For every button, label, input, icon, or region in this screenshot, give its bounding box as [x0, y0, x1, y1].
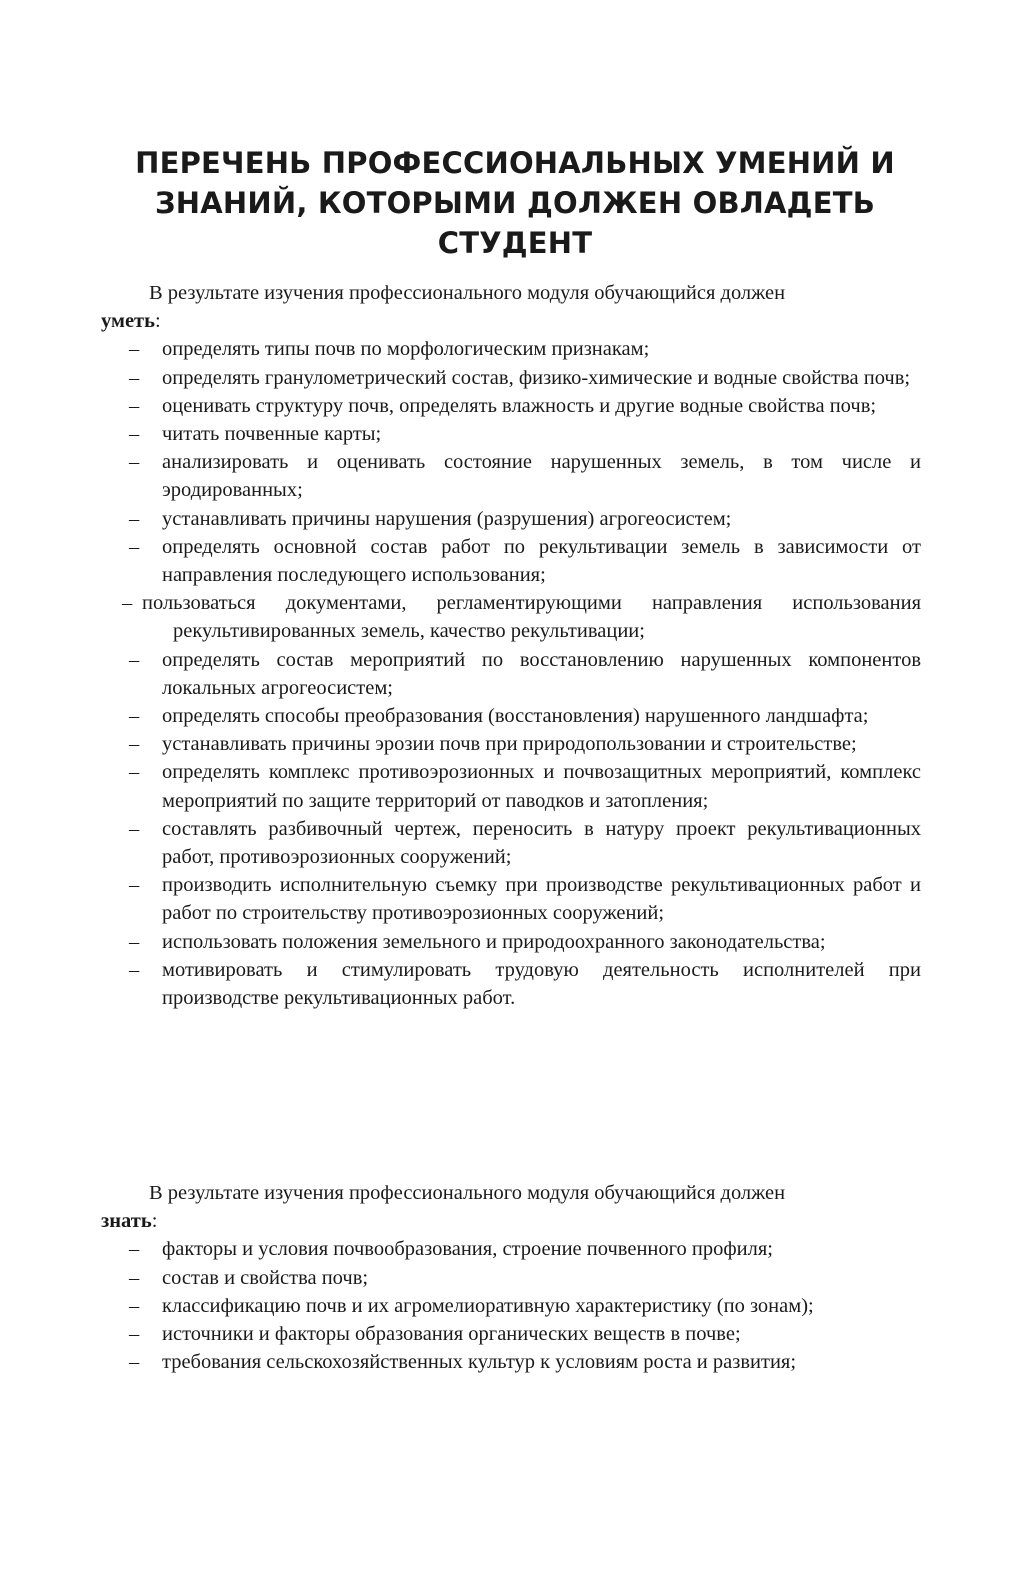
list-item	[101, 646, 921, 702]
page-title-line-3: СТУДЕНТ	[437, 226, 593, 260]
list-item-text: факторы и условия почвообразования, строение почвенного профиля;	[162, 1238, 773, 1261]
dash-marker: –	[129, 1238, 140, 1261]
dash-marker: –	[129, 761, 140, 784]
list-item-text: источники и факторы образования органических веществ в почве;	[162, 1323, 741, 1346]
list-item-text: пользоваться документами, регламентирующими направления использования рекультивированных земель, качество рекультивации;	[142, 592, 921, 643]
dash-marker: –	[129, 507, 140, 530]
list-item-text: использовать положения земельного и природоохранного законодательства;	[162, 930, 826, 953]
dash-marker: –	[129, 366, 140, 389]
list-item	[101, 392, 921, 420]
page-title	[100, 143, 930, 263]
dash-marker: –	[129, 733, 140, 756]
knowledge-intro-text: В результате изучения профессионального модуля обучающийся должен	[149, 1182, 786, 1204]
list-item-text: устанавливать причины нарушения (разрушения) агрогеосистем;	[162, 507, 732, 530]
list-item-text: устанавливать причины эрозии почв при природопользовании и строительстве;	[162, 733, 857, 756]
list-item-text: определять гранулометрический состав, физико-химические и водные свойства почв;	[162, 366, 911, 389]
list-item-text: классификацию почв и их агромелиоративную характеристику (по зонам);	[162, 1294, 814, 1317]
list-item	[101, 364, 921, 392]
dash-marker: –	[129, 1323, 140, 1346]
page-title-line-2: ЗНАНИЙ, КОТОРЫМИ ДОЛЖЕН ОВЛАДЕТЬ	[154, 186, 875, 220]
list-item	[101, 1292, 921, 1320]
list-item	[101, 1320, 921, 1348]
page-title-line-1: ПЕРЕЧЕНЬ ПРОФЕССИОНАЛЬНЫХ УМЕНИЙ И	[135, 146, 895, 180]
skills-keyword: уметь	[101, 310, 155, 333]
skills-list	[101, 335, 921, 1012]
dash-marker: –	[129, 648, 140, 671]
list-item	[101, 928, 921, 956]
knowledge-section	[101, 1179, 921, 1376]
dash-marker: –	[129, 874, 140, 897]
list-item	[101, 702, 921, 730]
dash-marker: –	[129, 1266, 140, 1289]
dash-marker: –	[122, 592, 133, 615]
list-item	[101, 1235, 921, 1263]
list-item	[101, 815, 921, 871]
list-item	[101, 448, 921, 504]
knowledge-list	[101, 1235, 921, 1376]
list-item	[101, 420, 921, 448]
skills-intro-text: В результате изучения профессионального модуля обучающийся должен	[149, 282, 786, 304]
dash-marker: –	[129, 930, 140, 953]
list-item	[101, 1264, 921, 1292]
list-item	[101, 335, 921, 363]
list-item-text: определять основной состав работ по рекультивации земель в зависимости от направления последующего использования;	[162, 535, 921, 587]
list-item	[101, 1348, 921, 1376]
skills-section	[101, 279, 921, 1012]
list-item-text: анализировать и оценивать состояние нарушенных земель, в том числе и эродированных;	[162, 451, 921, 502]
dash-marker: –	[129, 817, 140, 840]
skills-intro	[101, 279, 921, 335]
list-item-text: читать почвенные карты;	[162, 423, 382, 446]
list-item-text: определять типы почв по морфологическим признакам;	[162, 338, 650, 361]
dash-marker: –	[129, 958, 140, 981]
list-item	[101, 730, 921, 758]
knowledge-intro	[101, 1179, 921, 1235]
dash-marker: –	[129, 1294, 140, 1317]
list-item-text: определять способы преобразования (восстановления) нарушенного ландшафта;	[162, 705, 869, 728]
list-item	[101, 589, 921, 645]
dash-marker: –	[129, 338, 140, 361]
dash-marker: –	[129, 451, 140, 474]
list-item-text: требования сельскохозяйственных культур к условиям роста и развития;	[162, 1351, 797, 1374]
list-item-text: составлять разбивочный чертеж, переносить в натуру проект рекультивационных работ, противоэрозионных сооружений;	[162, 817, 921, 869]
list-item-text: производить исполнительную съемку при производстве рекультивационных работ и работ по строительству противоэрозионных сооружений;	[162, 874, 921, 925]
list-item-text: определять состав мероприятий по восстановлению нарушенных компонентов локальных агрогеосистем;	[162, 648, 921, 699]
list-item	[101, 956, 921, 1012]
list-item	[101, 505, 921, 533]
list-item-text: мотивировать и стимулировать трудовую деятельность исполнителей при производстве рекультивационных работ.	[162, 958, 921, 1010]
dash-marker: –	[129, 705, 140, 728]
skills-keyword-colon: :	[154, 310, 161, 333]
list-item-text: определять комплекс противоэрозионных и почвозащитных мероприятий, комплекс мероприятий по защите территорий от паводков и затопления;	[162, 761, 921, 812]
knowledge-keyword-colon: :	[151, 1210, 158, 1233]
dash-marker: –	[129, 394, 140, 417]
list-item	[101, 758, 921, 814]
dash-marker: –	[129, 423, 140, 446]
list-item-text: состав и свойства почв;	[162, 1266, 369, 1289]
list-item	[101, 533, 921, 589]
list-item-text: оценивать структуру почв, определять влажность и другие водные свойства почв;	[162, 394, 877, 417]
dash-marker: –	[129, 535, 140, 558]
dash-marker: –	[129, 1351, 140, 1374]
list-item	[101, 871, 921, 927]
knowledge-keyword: знать	[101, 1210, 152, 1233]
